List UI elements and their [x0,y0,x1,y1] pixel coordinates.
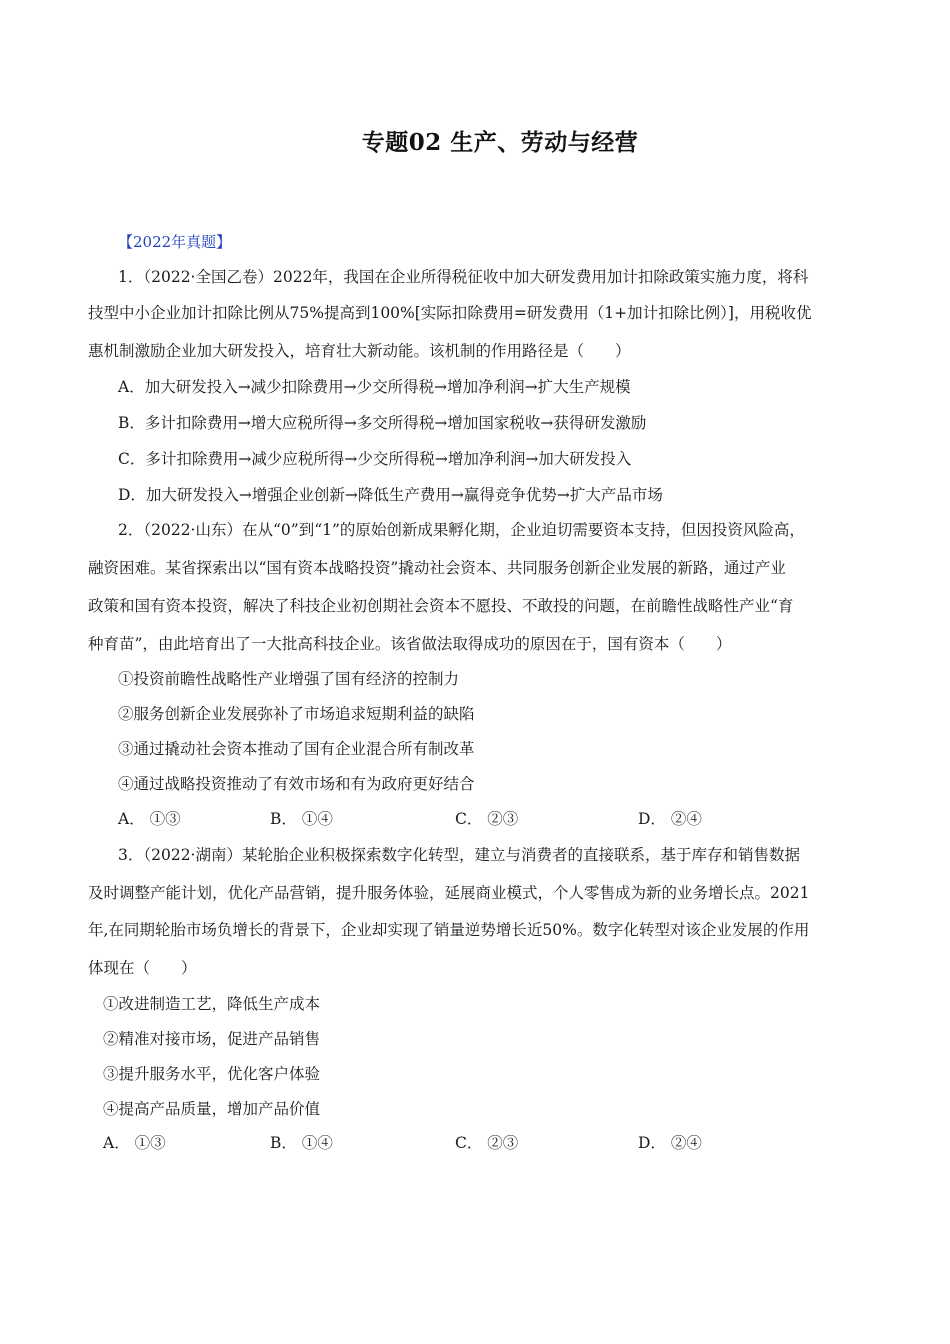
q3-choice-d: D． ②④ [638,1134,702,1152]
section-tag: 【2022年真题】 [118,233,232,251]
q3-choice-c: C． ②③ [455,1134,519,1152]
q3-statement-4: ④提高产品质量，增加产品价值 [103,1100,321,1118]
q2-line-4: 种育苗”，由此培育出了一大批高科技企业。该省做法取得成功的原因在于，国有资本（ ） [88,635,732,653]
q3-statement-1: ①改进制造工艺，降低生产成本 [103,995,321,1013]
q3-line-4: 体现在（ ） [88,959,197,977]
q3-choice-a: A． ①③ [103,1134,166,1152]
q2-statement-4: ④通过战略投资推动了有效市场和有为政府更好结合 [118,775,475,793]
q2-statement-3: ③通过撬动社会资本推动了国有企业混合所有制改革 [118,740,475,758]
q2-line-3: 政策和国有资本投资，解决了科技企业初创期社会资本不愿投、不敢投的问题，在前瞻性战略性产业“育 [88,597,794,615]
q3-choice-b: B． ①④ [270,1134,333,1152]
q3-line-2: 及时调整产能计划，优化产品营销，提升服务体验，延展商业模式，个人零售成为新的业务增长点。2021 [88,884,810,902]
q3-statement-2: ②精准对接市场，促进产品销售 [103,1030,321,1048]
q3-choices [103,1133,823,1155]
q2-choice-a: A． ①③ [118,810,181,828]
q2-choices [118,809,838,831]
q1-option-c: C．多计扣除费用→减少应税所得→少交所得税→增加净利润→加大研发投入 [118,450,632,468]
q1-option-b: B．多计扣除费用→增大应税所得→多交所得税→增加国家税收→获得研发激励 [118,414,647,432]
q3-line-3: 年,在同期轮胎市场负增长的背景下，企业却实现了销量逆势增长近50%。数字化转型对该企业发展的作用 [88,921,810,939]
q2-choice-b: B． ①④ [270,810,333,828]
q2-line-2: 融资困难。某省探索出以“国有资本战略投资”撬动社会资本、共同服务创新企业发展的新路，通过产业 [88,559,786,577]
q2-statement-1: ①投资前瞻性战略性产业增强了国有经济的控制力 [118,670,460,688]
q1-option-d: D．加大研发投入→增强企业创新→降低生产费用→赢得竞争优势→扩大产品市场 [118,486,663,504]
q1-line-1: 1．（2022·全国乙卷）2022年，我国在企业所得税征收中加大研发费用加计扣除政策实施力度，将科 [118,268,809,286]
q2-choice-d: D． ②④ [638,810,702,828]
q2-statement-2: ②服务创新企业发展弥补了市场追求短期利益的缺陷 [118,705,475,723]
q3-statement-3: ③提升服务水平，优化客户体验 [103,1065,321,1083]
q3-line-1: 3．（2022·湖南）某轮胎企业积极探索数字化转型，建立与消费者的直接联系，基于库存和销售数据 [118,846,800,864]
q2-line-1: 2．（2022·山东）在从“0”到“1”的原始创新成果孵化期，企业迫切需要资本支持，但因投资风险高， [118,521,805,539]
q2-choice-c: C． ②③ [455,810,519,828]
q1-line-3: 惠机制激励企业加大研发投入，培育壮大新动能。该机制的作用路径是（ ） [88,342,631,360]
page-title: 专题02 生产、劳动与经营 [361,129,639,156]
q1-line-2: 技型中小企业加计扣除比例从75%提高到100%[实际扣除费用=研发费用（1+加计扣除比例）]，用税收优 [88,304,812,322]
q1-option-a: A．加大研发投入→减少扣除费用→少交所得税→增加净利润→扩大生产规模 [118,378,631,396]
